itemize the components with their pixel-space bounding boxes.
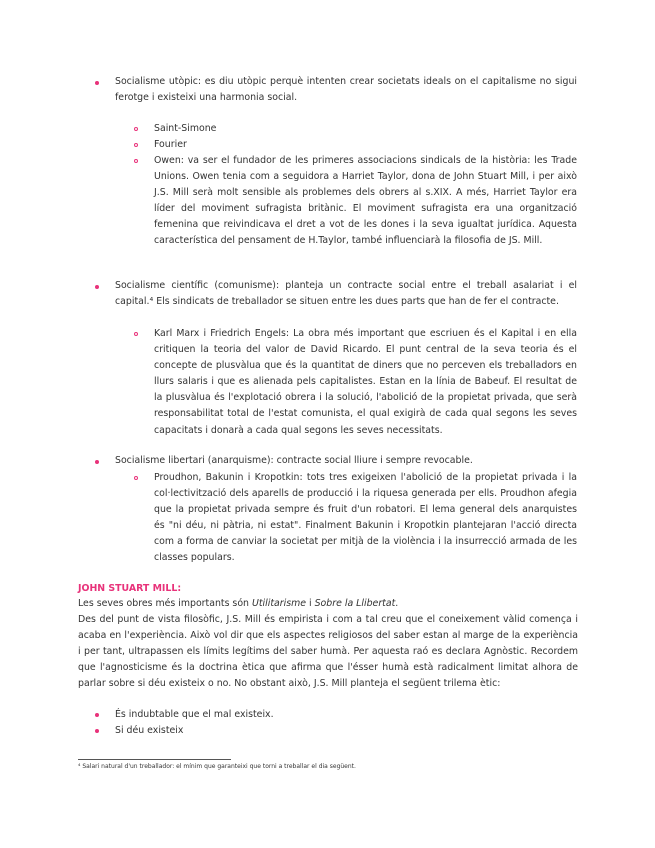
mill-paragraph: Des del punt de vista filosòfic, J.S. Mill és empirista i com a tal creu que el coneixement vàlid comença i acaba en l'experiència. Això vol dir que els aspectes religiosos del saber estan al marge de la experiència i per tant, ultrapassen els límits legítims del saber humà. Per aquesta raó es declara Agnòstic. Recordem que l'agnosticisme és la doctrina ètica que afirma que l'ésser humà està radicalment limitat alhora de parlar sobre si déu existeix o no. No obstant això, J.S. Mill planteja el següent trilema ètic: [78,614,578,690]
bullet-circle [134,159,138,163]
bullet-circle [134,127,138,131]
cientific-item-marx-engels: Karl Marx i Friedrich Engels: La obra més important que escriuen és el Kapital i en ella critiquen la teoria del valor de David Ricardo. El punt central de la seva teoria és el concepte de plusvàlua que és la quantitat de diners que no perceven els treballadors en llurs salaris i que es alienada pels capitalistes. Estan en la línia de Babeuf. El resultat de la plusvàlua és l'explotació obrera i la solució, l'abolició de la propietat privada, que serà responsabilitat total de l'estat comunista, el qual exigirà de cada qual segons les seves capacitats i donarà a cada qual segons les seves necessitats. [154,328,577,436]
works-prefix: Les seves obres més importants són [78,598,252,609]
bullet-circle [134,332,138,336]
trilemma-item-2: Si déu existeix [115,725,184,736]
bullet-disc [95,81,99,85]
bullet-circle [134,476,138,480]
libertari-item-anarchists: Proudhon, Bakunin i Kropotkin: tots tres exigeixen l'abolició de la propietat privada i la col·lectivització dels aparells de producció i la riquesa generada per ells. Proudhon afegia que la propietat privada sempre és fruit d'un robatori. El lema general dels anarquistes és "ni déu, ni pàtria, ni estat". Finalment Bakunin i Kropotkin plantejaran l'acció directa com a forma de canviar la societat per mitjà de la violència i la insurrecció armada de les classes populars. [154,472,577,564]
bullet-disc [95,729,99,733]
utopic-text: Socialisme utòpic: es diu utòpic perquè intenten crear societats ideals on el capitalisme no sigui ferotge i existeixi una harmonia social. [115,76,577,104]
utopic-item-saint-simone: Saint-Simone [154,123,217,134]
utopic-item-fourier: Fourier [154,139,187,150]
work-title-utilitarisme: Utilitarisme [251,598,307,609]
section-heading-mill: JOHN STUART MILL: [78,583,182,594]
bullet-disc [95,713,99,717]
trilemma-item-1: És indubtable que el mal existeix. [115,709,274,720]
works-suffix: . [395,598,399,609]
utopic-item-owen: Owen: va ser el fundador de les primeres associacions sindicals de la història: les Trade Unions. Owen tenia com a seguidora a Harriet Taylor, dona de John Stuart Mill, i per això J.S. Mill serà molt sensible als problemes dels obrers al s.XIX. A més, Harriet Taylor era líder del moviment sufragista britànic. El moviment sufragista era una organització femenina que reivindicava el dret a vot de les dones i la seva igualtat jurídica. Aquesta característica del pensament de H.Taylor, també influenciarà la filosofia de JS. Mill. [154,155,577,247]
works-conjunction: i [306,598,315,609]
cientific-text: Socialisme científic (comunisme): planteja un contracte social entre el treball asalariat i el capital.⁴ Els sindicats de treballador se situen entre les dues parts que han de fer el contracte. [115,280,577,308]
bullet-circle [134,143,138,147]
mill-works-line [78,596,578,612]
bullet-disc [95,460,99,464]
libertari-text: Socialisme libertari (anarquisme): contracte social lliure i sempre revocable. [115,455,473,466]
bullet-disc [95,285,99,289]
footnote: ⁴ Salari natural d'un treballador: el mínim que garanteixi que torni a treballar el dia següent. [78,763,356,770]
work-title-llibertat: Sobre la Llibertat [314,598,396,609]
footnote-divider [78,759,231,760]
